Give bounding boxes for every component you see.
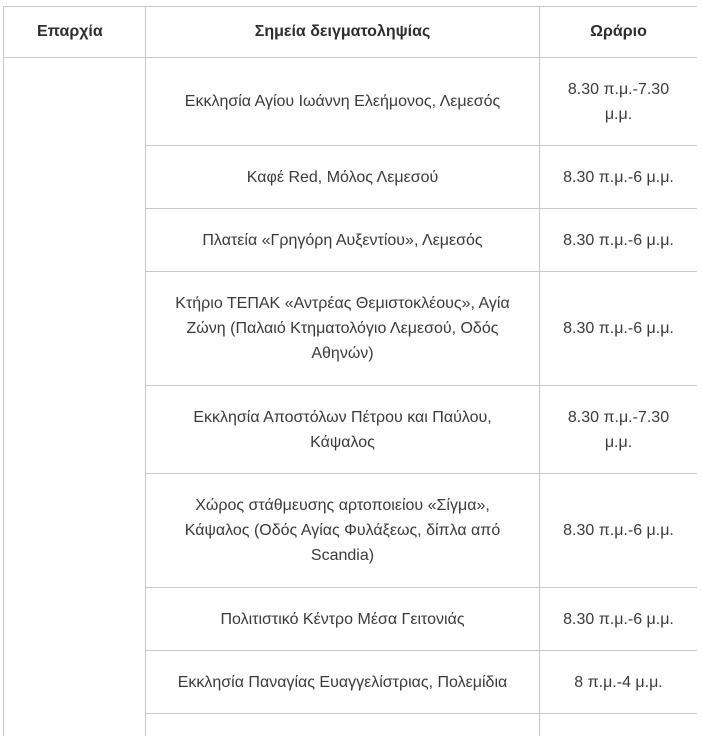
hours-cell: 8.30 π.μ.-6 μ.μ. <box>540 474 698 588</box>
sampling-point-cell: Πολιτιστικό Κέντρο Μέσα Γειτονιάς <box>146 588 540 651</box>
sampling-point-cell: Εκκλησία Αγίου Ιωάννη Ελεήμονος, Λεμεσός <box>146 58 540 146</box>
hours-cell: 8.30 π.μ.-6 μ.μ. <box>540 209 698 272</box>
hours-cell: 8 π.μ.-4 μ.μ. <box>540 651 698 714</box>
hours-cell: 8.30 π.μ.-7.30 μ.μ. <box>540 386 698 474</box>
table-row <box>4 58 698 146</box>
header-region: Επαρχία <box>4 7 146 58</box>
hours-cell: 8.30 π.μ.-7.30 μ.μ. <box>540 58 698 146</box>
hours-cell <box>540 714 698 736</box>
sampling-point-cell: Πλατεία «Γρηγόρη Αυξεντίου», Λεμεσός <box>146 209 540 272</box>
region-cell <box>4 58 146 736</box>
sampling-points-table-container <box>3 6 697 736</box>
header-hours: Ωράριο <box>540 7 698 58</box>
sampling-points-table <box>3 6 697 736</box>
hours-cell: 8.30 π.μ.-6 μ.μ. <box>540 588 698 651</box>
sampling-point-cell: Καφέ Red, Μόλος Λεμεσού <box>146 146 540 209</box>
header-sampling-point: Σημεία δειγματοληψίας <box>146 7 540 58</box>
sampling-point-cell: Εκκλησία Αποστόλων Πέτρου και Παύλου, Κάψαλος <box>146 386 540 474</box>
table-header-row <box>4 7 698 58</box>
sampling-point-cell: Εκκλησία Παναγίας Ευαγγελίστριας, Πολεμίδια <box>146 651 540 714</box>
sampling-point-cell <box>146 714 540 736</box>
hours-cell: 8.30 π.μ.-6 μ.μ. <box>540 272 698 386</box>
sampling-point-cell: Χώρος στάθμευσης αρτοποιείου «Σίγμα», Κάψαλος (Οδός Αγίας Φυλάξεως, δίπλα από Scandia) <box>146 474 540 588</box>
hours-cell: 8.30 π.μ.-6 μ.μ. <box>540 146 698 209</box>
sampling-point-cell: Κτήριο ΤΕΠΑΚ «Αντρέας Θεμιστοκλέους», Αγία Ζώνη (Παλαιό Κτηματολόγιο Λεμεσού, Οδός Αθηνών) <box>146 272 540 386</box>
